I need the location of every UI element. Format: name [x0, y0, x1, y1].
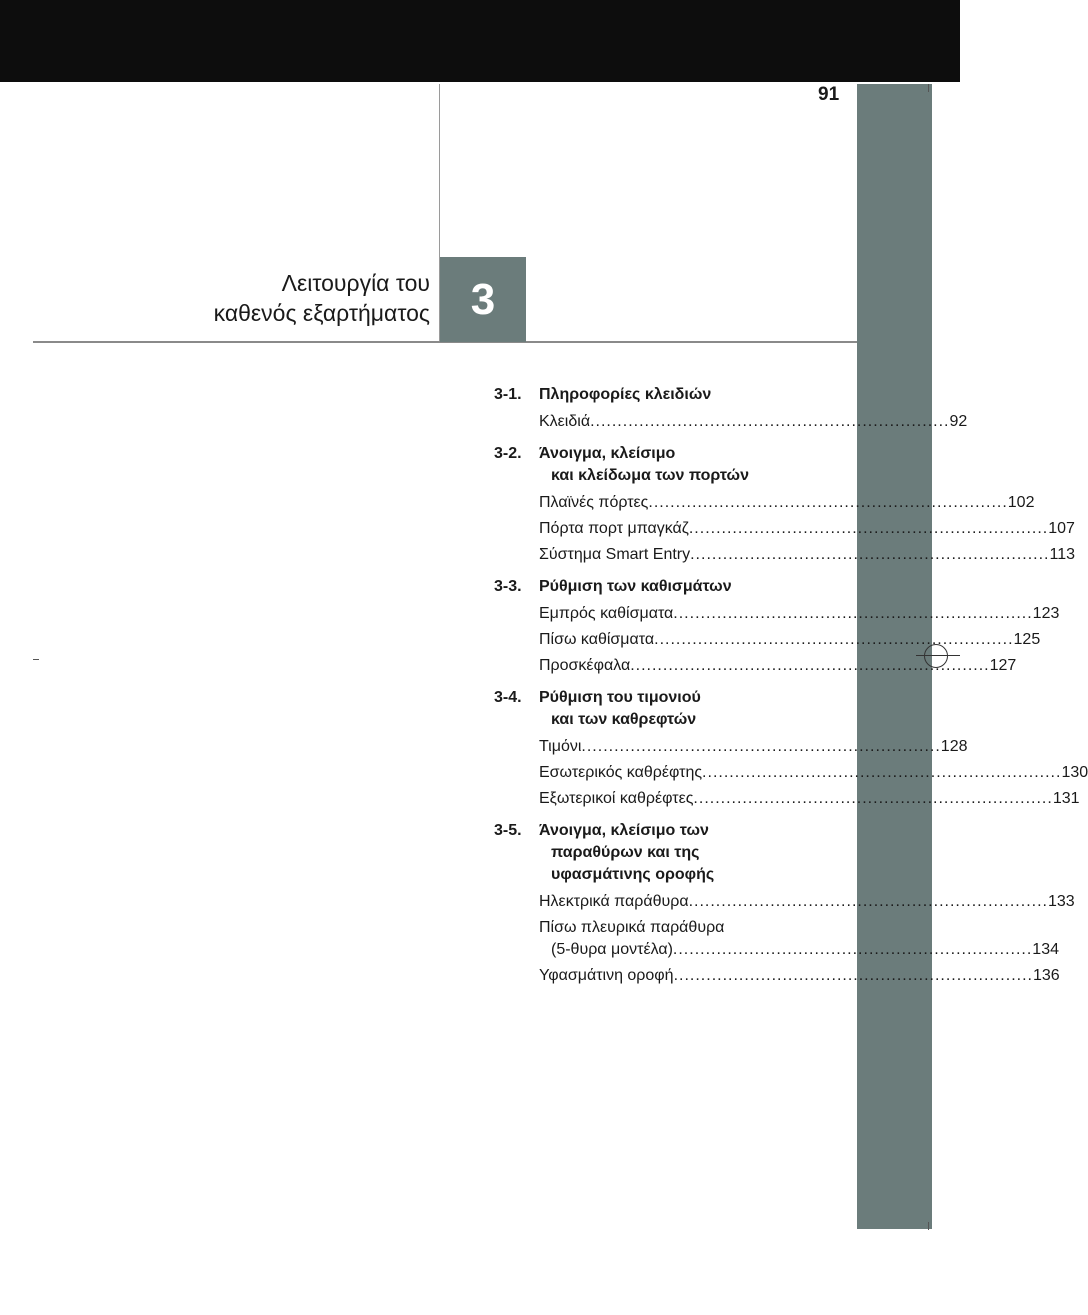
crop-mark-left: [33, 659, 39, 660]
toc-entry[interactable]: Εσωτερικός καθρέφτης .................................................................. 130: [539, 764, 1088, 781]
crop-mark-bottom-right: [928, 1222, 929, 1230]
toc-entry[interactable]: Πλαϊνές πόρτες .................................................................. 102: [539, 494, 1035, 511]
toc-entry[interactable]: Εμπρός καθίσματα .................................................................. 123: [539, 605, 1060, 622]
toc-entry[interactable]: Εξωτερικοί καθρέφτες .................................................................. 131: [539, 790, 1080, 807]
toc-section-3-3[interactable]: 3-3. Ρύθμιση των καθισμάτων: [494, 578, 732, 595]
toc-entry[interactable]: Τιμόνι .................................................................. 128: [539, 738, 968, 755]
chapter-title-line1: Λειτουργία του: [281, 270, 430, 296]
toc-entry[interactable]: Υφασμάτινη οροφή .................................................................. 136: [539, 967, 1060, 984]
toc-entry[interactable]: Πόρτα πορτ μπαγκάζ .................................................................. 107: [539, 520, 1075, 537]
top-black-bar: [0, 0, 960, 82]
toc-entry[interactable]: Πίσω καθίσματα .................................................................. 125: [539, 631, 1041, 648]
toc-entry[interactable]: Κλειδιά .................................................................. 92: [539, 413, 968, 430]
chapter-title-line2: καθενός εξαρτήματος: [213, 300, 430, 326]
chapter-title: [214, 268, 430, 328]
toc-entry[interactable]: Ηλεκτρικά παράθυρα .................................................................. 133: [539, 893, 1075, 910]
toc-entry[interactable]: Πίσω πλευρικά παράθυρα (5-θυρα μοντέλα) .................................................................. 134: [539, 919, 1059, 958]
toc-entry[interactable]: Σύστημα Smart Entry .................................................................. 113: [539, 546, 1076, 563]
toc-section-3-2[interactable]: 3-2. Άνοιγμα, κλείσιμο και κλείδωμα των πορτών: [494, 445, 749, 484]
chapter-number-box: [440, 257, 526, 342]
toc-section-3-5[interactable]: 3-5. Άνοιγμα, κλείσιμο των παραθύρων και της υφασμάτινης οροφής: [494, 822, 715, 883]
table-of-contents: [494, 384, 1088, 991]
toc-section-3-1[interactable]: 3-1. Πληροφορίες κλειδιών: [494, 386, 712, 403]
toc-entry[interactable]: Προσκέφαλα .................................................................. 127: [539, 657, 1017, 674]
chapter-number: 3: [470, 274, 496, 324]
toc-section-3-4[interactable]: 3-4. Ρύθμιση του τιμονιού και των καθρεφτών: [494, 689, 701, 728]
page-number: 91: [818, 84, 840, 105]
crop-mark-top-right: [928, 84, 929, 92]
